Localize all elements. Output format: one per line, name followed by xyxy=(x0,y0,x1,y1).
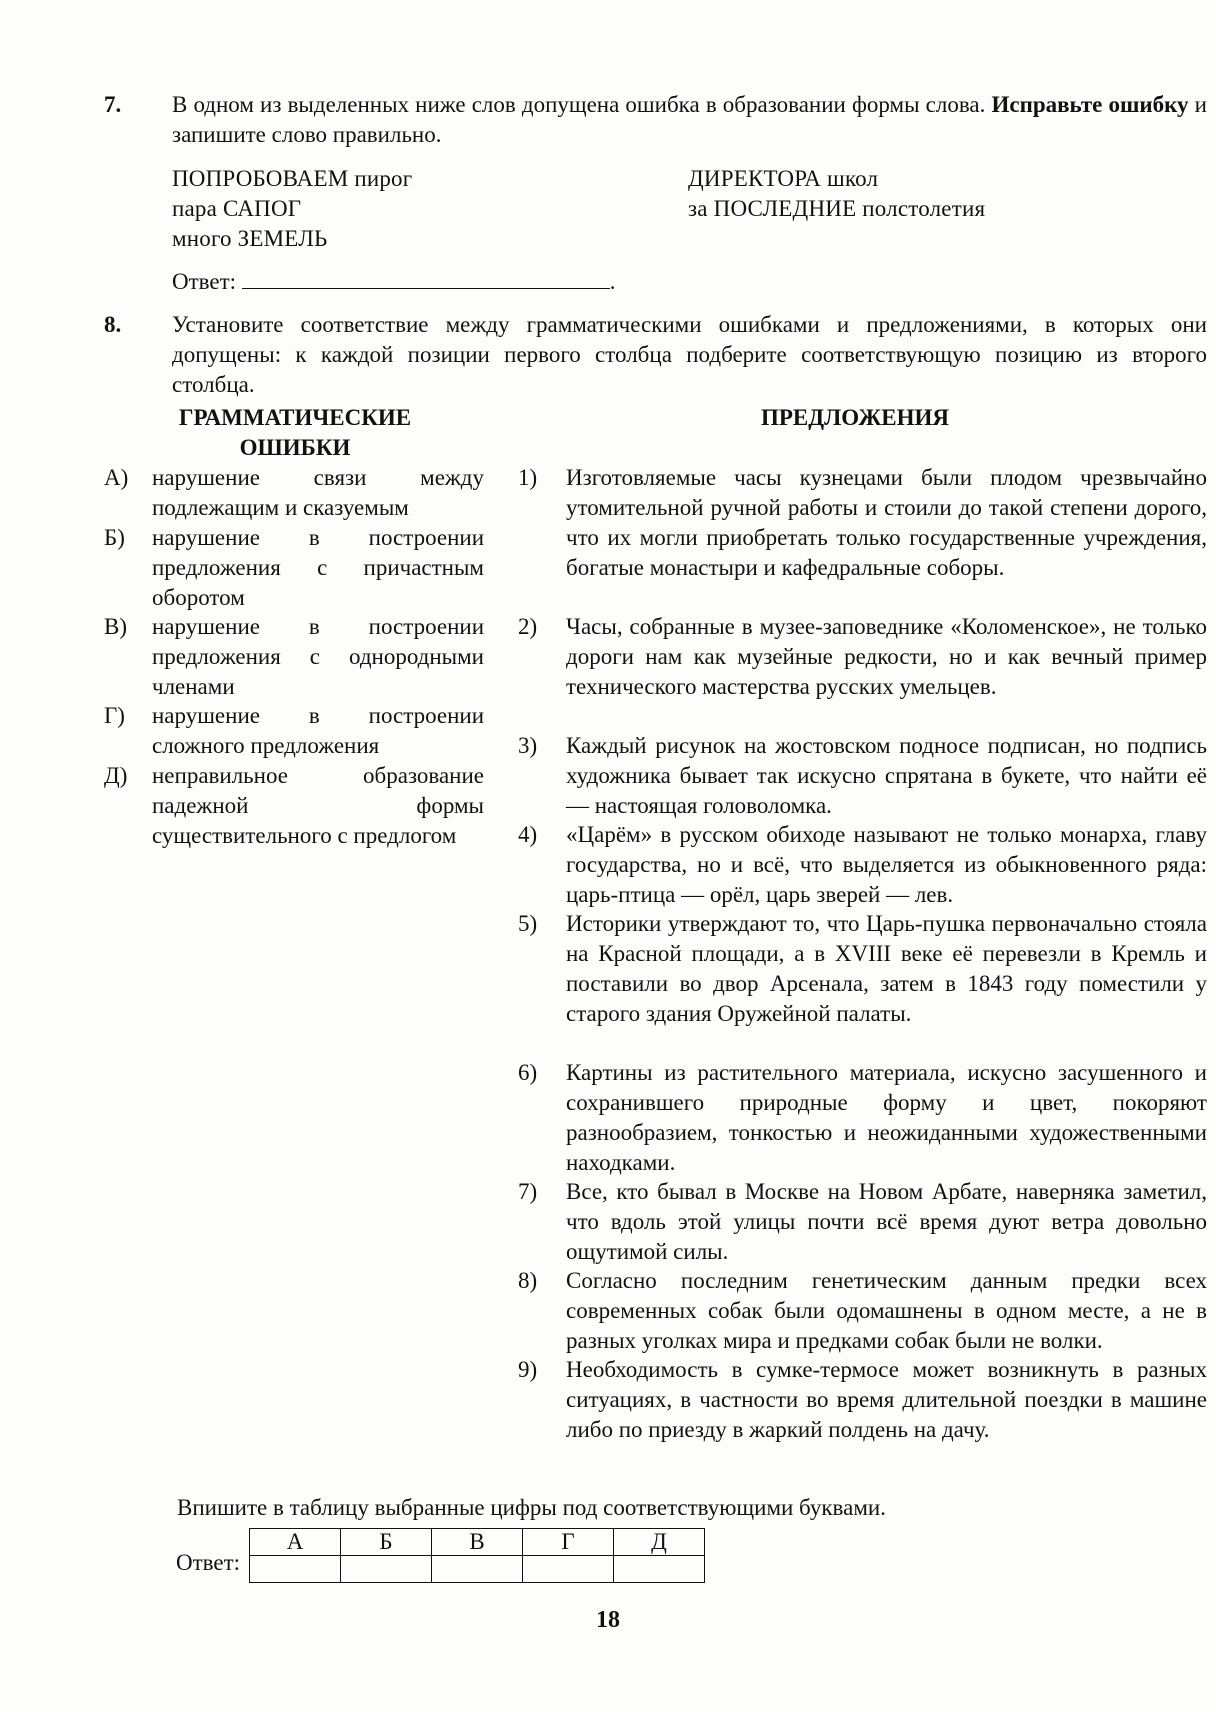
sentence-text: Историки утверждают то, что Царь-пушка первоначально стояла на Красной площади, а в XVIII веке её перевезли в Кремль и поставили во двор Арсенала, затем в 1843 году поместили у старого здания Оружейной палаты. xyxy=(566,911,1207,1026)
sentence-text: Часы, собранные в музее-заповеднике «Коломенское», не только дороги нам как музейные редкости, но и как вечный пример технического мастерства русских умельцев. xyxy=(566,614,1207,699)
error-text: неправильное образование падежной формы существительного с предлогом xyxy=(152,763,484,848)
error-text: нарушение связи между подлежащим и сказуемым xyxy=(152,465,484,520)
sentence-text: Необходимость в сумке-термосе может возникнуть в разных ситуациях, в частности во время длительной поездки в машине либо по приезду в жаркий полдень на дачу. xyxy=(566,1357,1207,1442)
word-option-4: ДИРЕКТОРА школ xyxy=(688,166,879,191)
table-instruction: Впишите в таблицу выбранные цифры под соответствующими буквами. xyxy=(177,1495,886,1520)
answer-table-label: Ответ: xyxy=(176,1550,241,1575)
page-number: 18 xyxy=(596,1607,620,1633)
answer-line[interactable] xyxy=(242,266,610,289)
question-8-text: Установите соответствие между грамматическими ошибками и предложениями, в которых они допущены: к каждой позиции первого столбца подберите соответствующую позицию из второго столбца. xyxy=(172,312,1207,397)
sentences-column-header: ПРЕДЛОЖЕНИЯ xyxy=(760,405,950,430)
sentence-number: 1) xyxy=(518,465,538,490)
word-option-2: пара САПОГ xyxy=(172,196,302,221)
answer-label: Ответ: xyxy=(172,269,237,294)
error-letter: А) xyxy=(104,465,129,490)
error-text: нарушение в построении предложения с причастным оборотом xyxy=(152,525,484,610)
question-7-number: 7. xyxy=(104,92,122,117)
answer-cell[interactable] xyxy=(614,1556,705,1583)
word-option-3: много ЗЕМЕЛЬ xyxy=(172,226,328,251)
sentence-number: 9) xyxy=(518,1357,538,1382)
error-letter: Б) xyxy=(104,525,125,550)
sentence-number: 4) xyxy=(518,822,538,847)
errors-column-header: ГРАММАТИЧЕСКИЕ ОШИБКИ xyxy=(178,405,412,460)
sentence-number: 5) xyxy=(518,911,538,936)
word-option-1: ПОПРОБОВАЕМ пирог xyxy=(172,166,413,191)
error-letter: Г) xyxy=(104,703,125,728)
sentence-text: Картины из растительного материала, искусно засушенного и сохранившего природные форму и цвет, покоряют разнообразием, тонкостью и неожиданными художественными находками. xyxy=(566,1060,1207,1175)
answer-table xyxy=(249,1528,705,1583)
answer-cell[interactable] xyxy=(250,1556,341,1583)
question-8-number: 8. xyxy=(104,312,122,337)
answer-table-header: В xyxy=(432,1529,523,1556)
sentence-text: Изготовляемые часы кузнецами были плодом чрезвычайно утомительной ручной работы и стоили до такой степени дорого, что их могли приобретать только государственные учреждения, богатые монастыри и кафедральные соборы. xyxy=(566,465,1207,580)
error-text: нарушение в построении сложного предложения xyxy=(152,703,484,758)
question-7-text xyxy=(172,90,1207,150)
question-7-text-plain: В одном из выделенных ниже слов допущена ошибка в образовании формы слова. xyxy=(172,92,992,117)
question-7-text-end: и запишите слово правильно. xyxy=(172,92,1207,147)
sentence-text: Каждый рисунок на жостовском подносе подписан, но подпись художника бывает так искусно спрятана в букете, что найти её — настоящая головоломка. xyxy=(566,733,1207,818)
word-option-5: за ПОСЛЕДНИЕ полстолетия xyxy=(688,196,986,221)
answer-table-input-row xyxy=(250,1556,705,1583)
sentence-text: Согласно последним генетическим данным предки всех современных собак были одомашнены в одном месте, а не в разных уголках мира и предками собак были не волки. xyxy=(566,1268,1207,1353)
answer-table-header: А xyxy=(250,1529,341,1556)
error-text: нарушение в построении предложения с однородными членами xyxy=(152,614,484,699)
answer-cell[interactable] xyxy=(523,1556,614,1583)
sentence-text: Все, кто бывал в Москве на Новом Арбате, наверняка заметил, что вдоль этой улицы почти всё время дуют ветра довольно ощутимой силы. xyxy=(566,1179,1207,1264)
sentence-number: 8) xyxy=(518,1268,538,1293)
error-letter: Д) xyxy=(104,763,128,788)
question-7-answer xyxy=(172,266,616,297)
answer-table-header-row xyxy=(250,1529,705,1556)
sentence-number: 3) xyxy=(518,733,538,758)
answer-table-header: Б xyxy=(341,1529,432,1556)
sentence-number: 7) xyxy=(518,1179,538,1204)
answer-cell[interactable] xyxy=(341,1556,432,1583)
answer-table-header: Г xyxy=(523,1529,614,1556)
answer-table-header: Д xyxy=(614,1529,705,1556)
sentence-number: 2) xyxy=(518,614,538,639)
sentence-text: «Царём» в русском обиходе называют не только монарха, главу государства, но и всё, что выделяется из обыкновенного ряда: царь-птица — орёл, царь зверей — лев. xyxy=(566,822,1207,907)
sentence-number: 6) xyxy=(518,1060,538,1085)
question-7-text-bold: Исправьте ошибку xyxy=(991,92,1189,117)
answer-cell[interactable] xyxy=(432,1556,523,1583)
error-letter: В) xyxy=(104,614,127,639)
answer-period: . xyxy=(609,269,616,294)
